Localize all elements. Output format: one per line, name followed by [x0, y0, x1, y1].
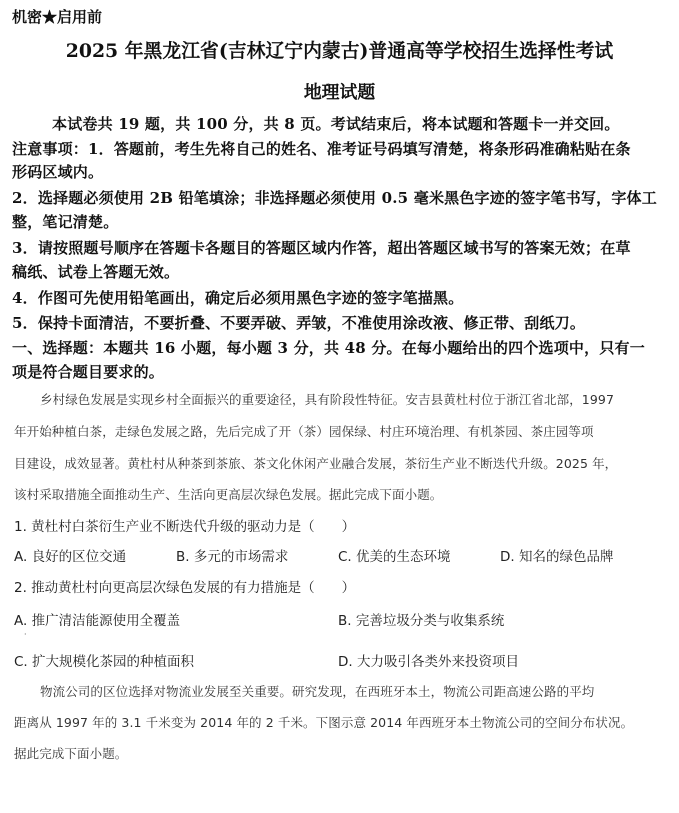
material1-line-2: 年开始种植白茶，走绿色发展之路，先后完成了开（茶）园保绿、村庄环境治理、有机茶园、茶庄园等项 [14, 424, 594, 439]
question-1-option-b[interactable]: B. 多元的市场需求 [176, 549, 289, 565]
note-line-3: 2．选择题必须使用 2B 铅笔填涂；非选择题必须使用 0.5 毫米黑色字迹的签字笔书写，字体工 [12, 189, 657, 207]
question-1-option-c[interactable]: C. 优美的生态环境 [338, 549, 451, 565]
section-header-line-2: 项是符合题目要求的。 [12, 363, 165, 381]
question-2-option-a[interactable]: A. 推广清洁能源使用全覆盖 [14, 613, 181, 629]
note-line-8: 5．保持卡面清洁，不要折叠、不要弄破、弄皱，不准使用涂改液、修正带、刮纸刀。 [12, 314, 586, 332]
exam-subtitle: 地理试题 [303, 82, 376, 103]
material2-line-3: 据此完成下面小题。 [14, 746, 128, 761]
question-2-option-c[interactable]: C. 扩大规模化茶园的种植面积 [14, 654, 195, 670]
material1-line-3: 目建设，成效显著。黄杜村从种茶到茶旅、茶文化休闲产业融合发展，茶衍生产业不断迭代升级。2025 年， [14, 456, 618, 471]
secret-label: 机密★启用前 [12, 8, 103, 26]
exam-title: 2025 年黑龙江省(吉林辽宁内蒙古)普通高等学校招生选择性考试 [65, 40, 614, 62]
intro-line: 本试卷共 19 题，共 100 分，共 8 页。考试结束后，将本试题和答题卡一并交回。 [52, 115, 620, 133]
section-header-line-1: 一、选择题：本题共 16 小题，每小题 3 分，共 48 分。在每小题给出的四个选项中，只有一 [12, 339, 645, 357]
stray-mark: · [24, 630, 27, 639]
material2-line-2: 距离从 1997 年的 3.1 千米变为 2014 年的 2 千米。下图示意 2014 年西班牙本土物流公司的空间分布状况。 [14, 715, 634, 730]
question-1-stem: 1. 黄杜村白茶衍生产业不断迭代升级的驱动力是（ ） [14, 519, 356, 535]
material1-line-1: 乡村绿色发展是实现乡村全面振兴的重要途径，具有阶段性特征。安吉县黄杜村位于浙江省北部，1997 [40, 392, 615, 407]
question-2-option-d[interactable]: D. 大力吸引各类外来投资项目 [338, 654, 519, 670]
question-2-option-b[interactable]: B. 完善垃圾分类与收集系统 [338, 613, 505, 629]
question-2-stem: 2. 推动黄杜村向更高层次绿色发展的有力措施是（ ） [14, 580, 356, 596]
question-1-option-a[interactable]: A. 良好的区位交通 [14, 549, 127, 565]
question-1-option-d[interactable]: D. 知名的绿色品牌 [500, 549, 614, 565]
note-line-1: 注意事项：1．答题前，考生先将自己的姓名、准考证号码填写清楚，将条形码准确粘贴在条 [12, 140, 631, 158]
material2-line-1: 物流公司的区位选择对物流业发展至关重要。研究发现，在西班牙本土，物流公司距高速公路的平均 [40, 684, 595, 699]
note-line-5: 3．请按照题号顺序在答题卡各题目的答题区域内作答，超出答题区域书写的答案无效；在草 [12, 239, 631, 257]
note-line-2: 形码区域内。 [12, 163, 104, 181]
note-line-6: 稿纸、试卷上答题无效。 [12, 263, 180, 281]
note-line-4: 整，笔记清楚。 [12, 213, 119, 231]
note-line-7: 4．作图可先使用铅笔画出，确定后必须用黑色字迹的签字笔描黑。 [12, 289, 464, 307]
material1-line-4: 该村采取措施全面推动生产、生活向更高层次绿色发展。据此完成下面小题。 [14, 487, 443, 502]
